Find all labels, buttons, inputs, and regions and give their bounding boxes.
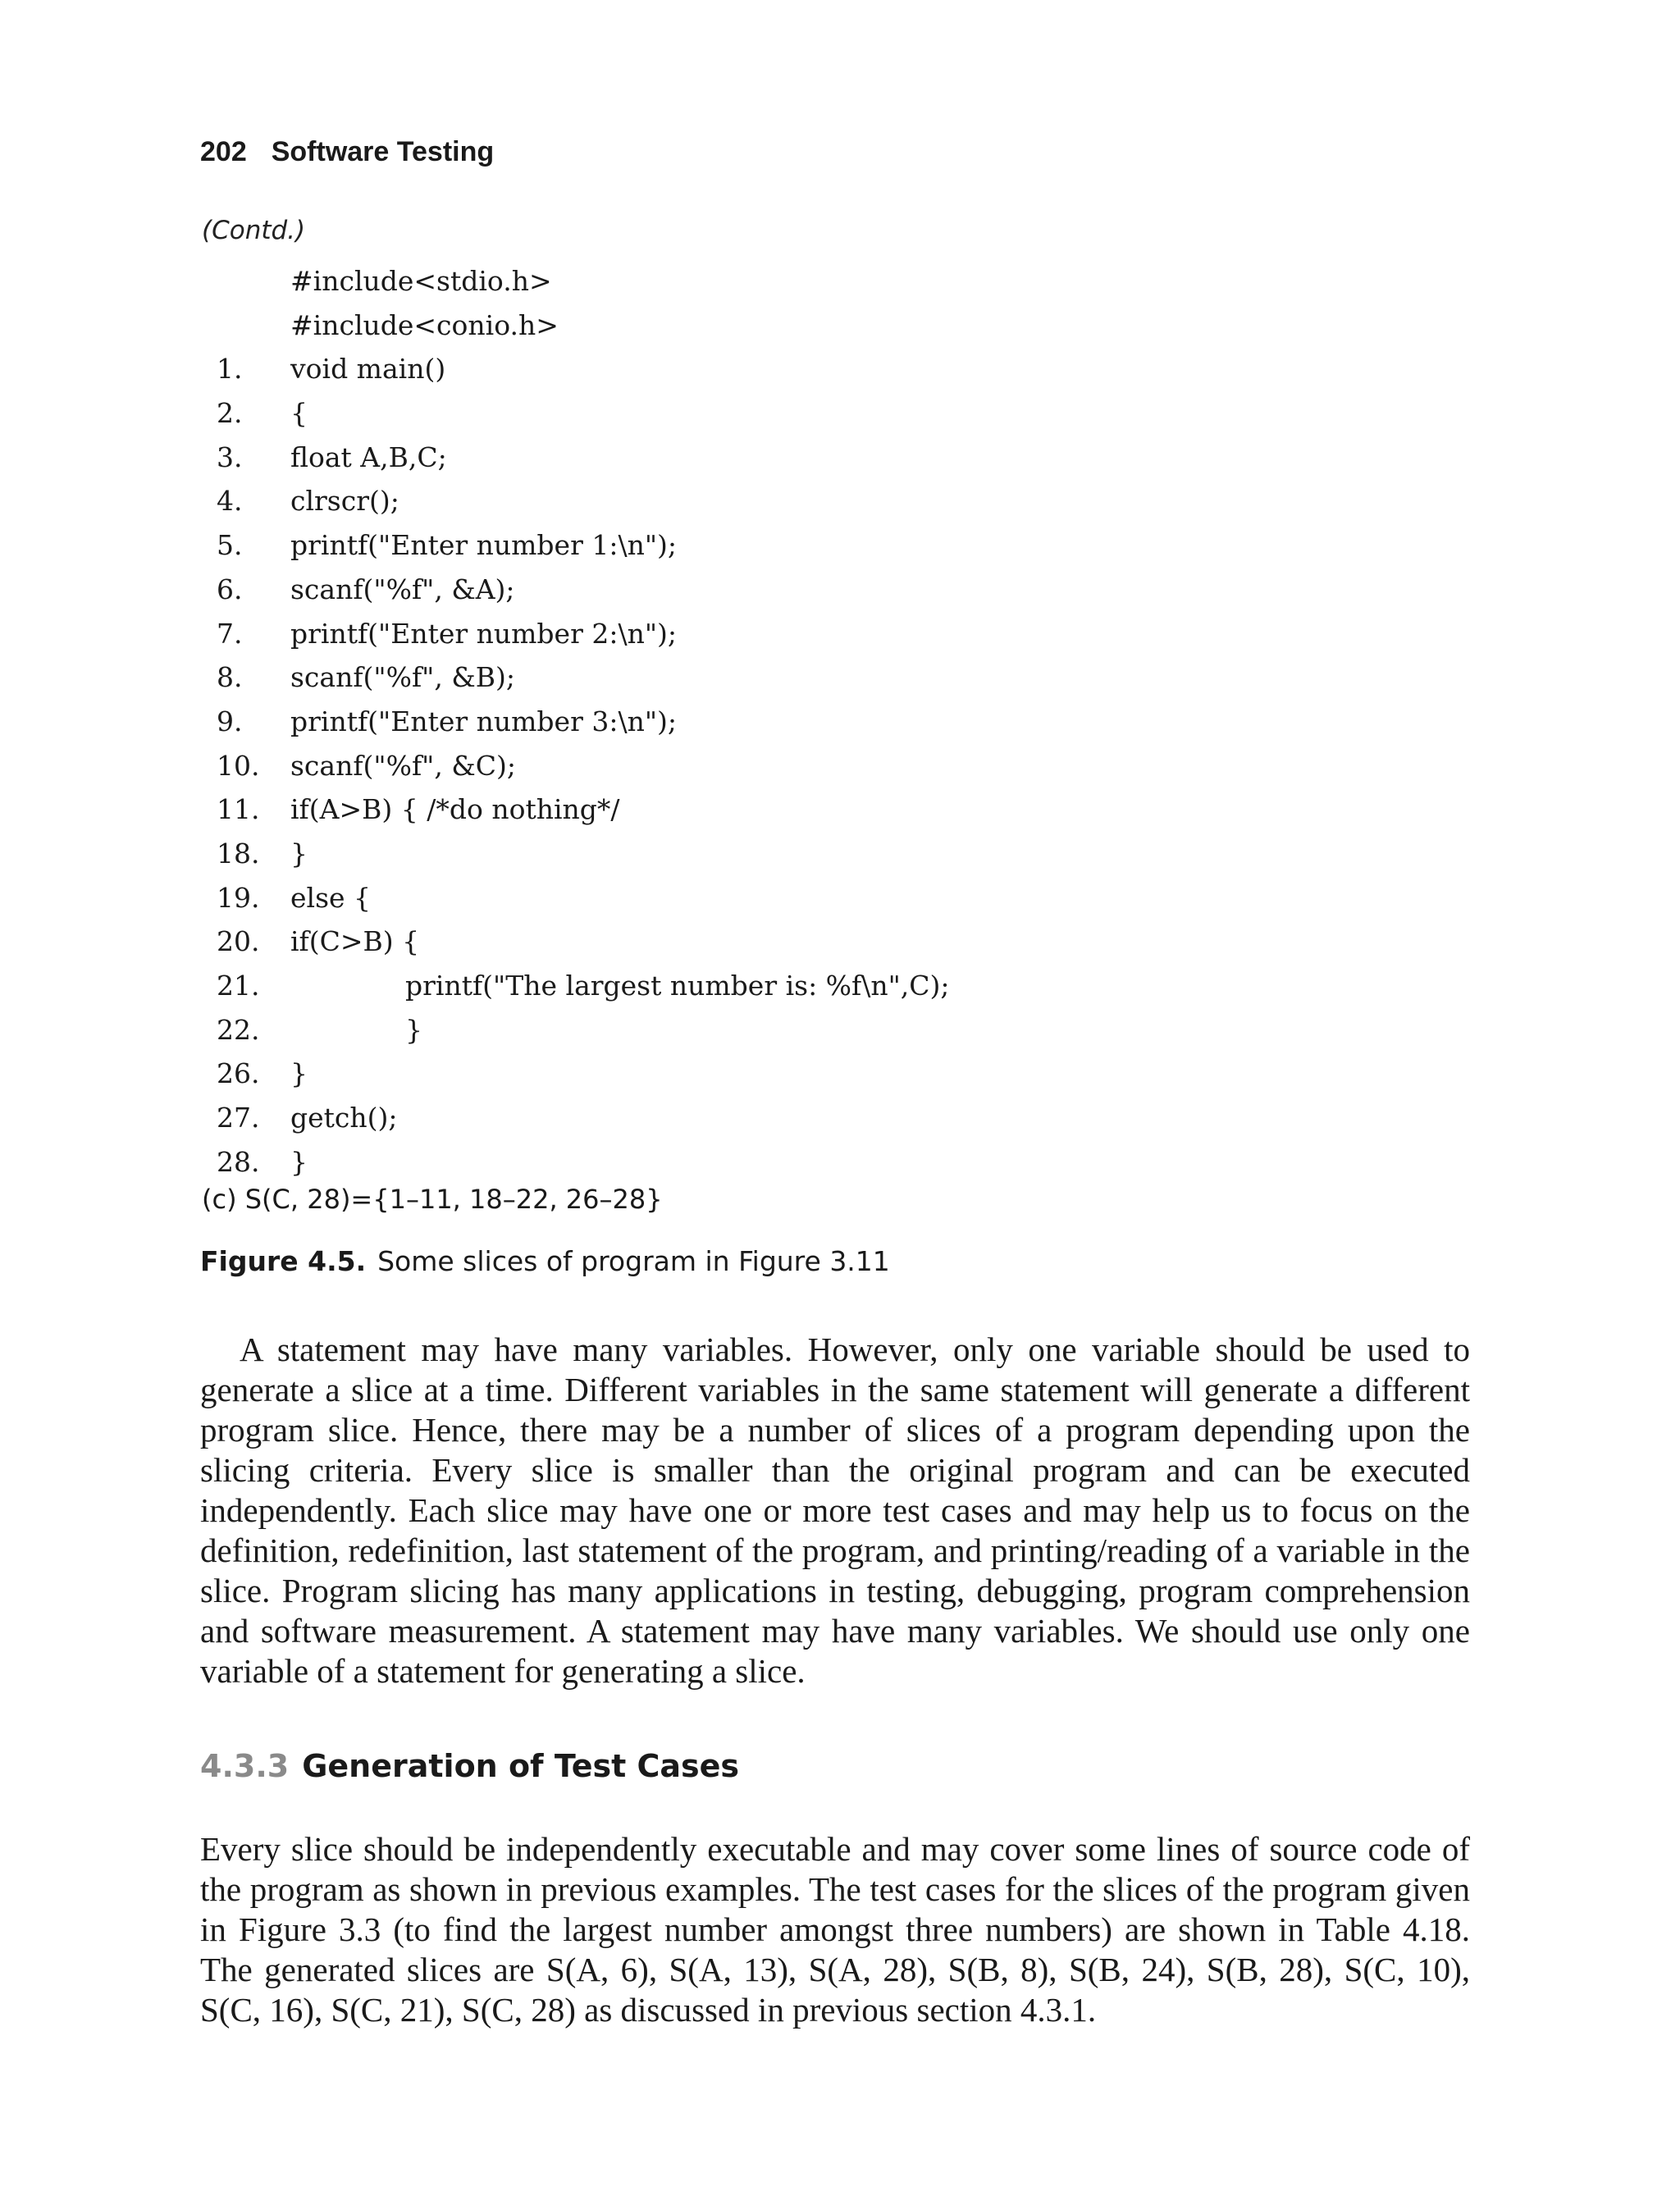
code-line	[200, 259, 1431, 304]
code-text: float A,B,C;	[290, 440, 447, 473]
code-text: getch();	[290, 1102, 398, 1134]
continued-label: (Contd.)	[202, 216, 306, 245]
line-number: 27.	[217, 1102, 260, 1134]
code-text: }	[290, 1145, 308, 1178]
slice-caption: (c) S(C, 28)={1–11, 18–22, 26–28}	[202, 1184, 663, 1215]
code-line	[200, 876, 1431, 920]
code-text: #include<conio.h>	[290, 308, 559, 341]
code-line	[200, 655, 1431, 700]
section-title: Generation of Test Cases	[302, 1748, 740, 1784]
line-number: 4.	[217, 485, 243, 518]
code-line	[200, 744, 1431, 788]
line-number: 22.	[217, 1013, 260, 1046]
code-text: else {	[290, 881, 372, 914]
line-number: 11.	[217, 793, 260, 826]
code-line	[200, 1008, 1431, 1052]
code-line	[200, 1140, 1431, 1184]
code-line	[200, 304, 1431, 348]
code-text: clrscr();	[290, 485, 399, 518]
code-line	[200, 436, 1431, 480]
line-number: 10.	[217, 749, 260, 782]
code-text: if(A>B) { /*do nothing*/	[290, 793, 620, 826]
line-number: 19.	[217, 881, 260, 914]
code-text: {	[290, 397, 308, 430]
line-number: 26.	[217, 1057, 260, 1090]
code-text: if(C>B) {	[290, 925, 420, 958]
figure-label: Figure 4.5.	[200, 1245, 367, 1277]
code-line	[200, 1096, 1431, 1140]
code-line	[200, 391, 1431, 436]
code-text: }	[290, 837, 308, 870]
line-number: 9.	[217, 705, 243, 737]
code-text: }	[405, 1013, 422, 1046]
code-text: void main()	[290, 353, 446, 386]
code-text: printf("Enter number 3:\n");	[290, 705, 678, 737]
line-number: 18.	[217, 837, 260, 870]
code-text: printf("The largest number is: %f\n",C);	[405, 970, 950, 1002]
code-line	[200, 920, 1431, 964]
code-text: printf("Enter number 1:\n");	[290, 529, 678, 562]
code-text: scanf("%f", &A);	[290, 573, 515, 605]
figure-caption-text: Some slices of program in Figure 3.11	[377, 1245, 890, 1277]
line-number: 7.	[217, 617, 243, 650]
code-text: scanf("%f", &C);	[290, 749, 516, 782]
code-line	[200, 964, 1431, 1008]
body-paragraph: A statement may have many variables. However, only one variable should be used to generate a slice at a time. Different variables in the same statement will generate a different program slice. Hence, there may be a number of slices of a program depending upon the slicing criteria. Every slice is smaller than the original program and can be executed independently. Each slice may have one or more test cases and may help us to focus on the definition, redefinition, last statement of the program, and printing/reading of a variable in the slice. Program slicing has many applications in testing, debugging, program comprehension and software measurement. A statement may have many variables. We should use only one variable of a statement for generating a slice.	[200, 1330, 1470, 1690]
code-line	[200, 787, 1431, 832]
code-line	[200, 832, 1431, 876]
body-paragraph: Every slice should be independently executable and may cover some lines of source code of the program as shown in previous examples. The test cases for the slices of the program given in Figure 3.3 (to find the largest number amongst three numbers) are shown in Table 4.18. The generated slices are S(A, 6), S(A, 13), S(A, 28), S(B, 8), S(B, 24), S(B, 28), S(C, 10), S(C, 16), S(C, 21), S(C, 28) as discussed in previous section 4.3.1.	[200, 1830, 1470, 2029]
code-line	[200, 347, 1431, 391]
line-number: 5.	[217, 529, 243, 562]
line-number: 8.	[217, 661, 243, 694]
page-number: 202	[200, 136, 247, 167]
code-line	[200, 700, 1431, 744]
section-heading	[200, 1748, 739, 1784]
line-number: 3.	[217, 440, 243, 473]
code-text: }	[290, 1057, 308, 1090]
code-line	[200, 612, 1431, 656]
code-line	[200, 568, 1431, 612]
line-number: 21.	[217, 970, 260, 1002]
line-number: 6.	[217, 573, 243, 605]
code-line	[200, 1052, 1431, 1096]
book-title: Software Testing	[271, 136, 495, 167]
line-number: 2.	[217, 397, 243, 430]
section-number: 4.3.3	[200, 1748, 290, 1784]
code-listing	[200, 259, 1431, 1184]
figure-caption	[200, 1245, 890, 1277]
running-head	[200, 136, 494, 168]
line-number: 1.	[217, 353, 243, 386]
code-line	[200, 523, 1431, 568]
line-number: 20.	[217, 925, 260, 958]
code-text: scanf("%f", &B);	[290, 661, 515, 694]
code-text: #include<stdio.h>	[290, 265, 552, 297]
code-line	[200, 479, 1431, 523]
code-text: printf("Enter number 2:\n");	[290, 617, 678, 650]
line-number: 28.	[217, 1145, 260, 1178]
